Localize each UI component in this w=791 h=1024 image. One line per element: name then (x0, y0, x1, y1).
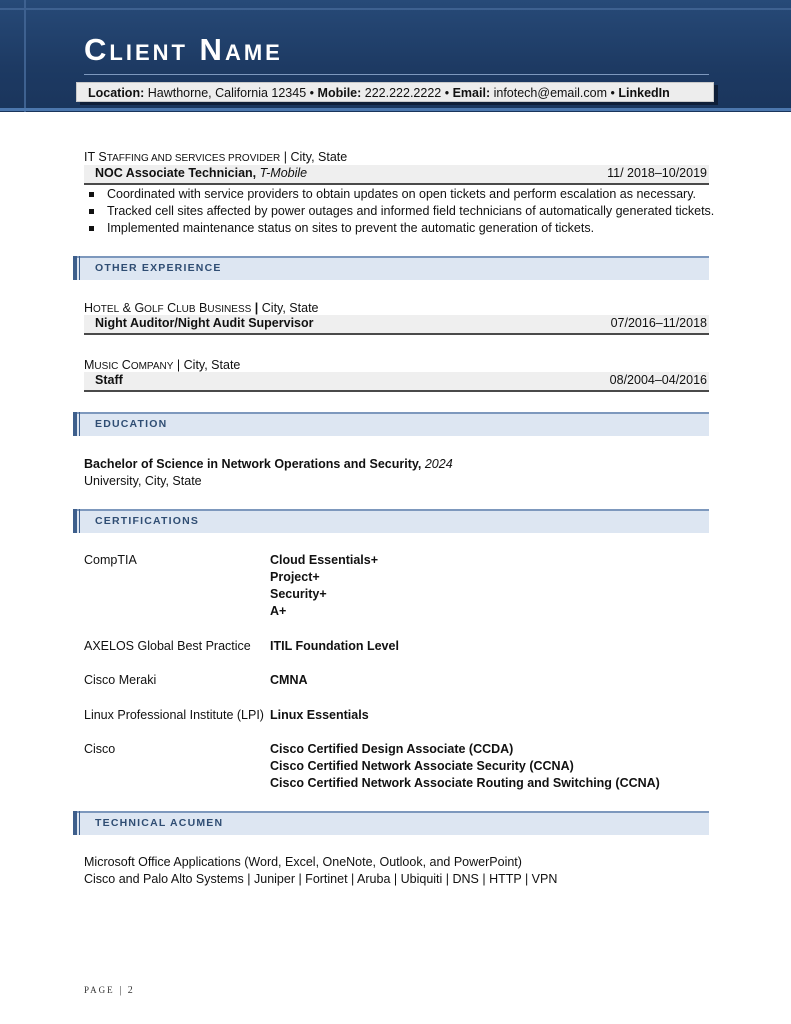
cert-issuer: Cisco (84, 742, 116, 756)
job2-title: Night Auditor/Night Audit Supervisor (95, 316, 314, 330)
job3-company-part: USIC (94, 361, 119, 372)
job3-dates: 08/2004–04/2016 (609, 373, 707, 387)
header-banner (0, 0, 791, 112)
separator: • (610, 86, 615, 100)
job3-location: City, State (183, 358, 241, 372)
job1-title-bar (84, 165, 709, 185)
section-certifications (73, 509, 709, 533)
job1-company-initial: IT S (84, 150, 107, 164)
job2-title-bar (84, 315, 709, 335)
job2-company-part: & G (119, 301, 145, 315)
mobile-value: 222.222.2222 (364, 86, 442, 100)
section-heading: CERTIFICATIONS (95, 515, 200, 527)
cert-name: A+ (270, 604, 287, 618)
cert-issuer: Cisco Meraki (84, 673, 157, 687)
education-degree: Bachelor of Science in Network Operations and Security, (84, 457, 422, 471)
cert-name: Project+ (270, 570, 320, 584)
job3-company-part: M (84, 358, 95, 372)
page-number: 2 (127, 985, 135, 996)
job1-employer: T-Mobile (259, 166, 308, 180)
separator: • (444, 86, 450, 100)
education-year: 2024 (424, 457, 453, 471)
name-underline (84, 74, 709, 75)
section-accent (79, 412, 80, 436)
cert-name: Cisco Certified Network Associate Security (CCNA) (270, 759, 574, 773)
technical-line: Microsoft Office Applications (Word, Excel, OneNote, Outlook, and PowerPoint) (84, 855, 522, 869)
job2-company-line: HOTEL & GOLF CLUB BUSINESS | City, State (84, 301, 319, 315)
section-accent (79, 509, 80, 533)
linkedin-link[interactable]: LinkedIn (618, 86, 670, 100)
job1-bullet: Tracked cell sites affected by power outages and informed field technicians of automatically generated tickets. (84, 203, 714, 220)
job2-company-part: B (195, 301, 208, 315)
section-accent (73, 509, 77, 533)
job2-company-part: LUB (176, 304, 196, 315)
job3-title-bar (84, 372, 709, 392)
section-accent (73, 412, 77, 436)
cert-name: Linux Essentials (270, 708, 369, 722)
section-accent (73, 811, 77, 835)
job2-company-part: OLF (144, 304, 164, 315)
section-technical-acumen (73, 811, 709, 835)
job1-title (95, 166, 307, 180)
header-rule-top (0, 8, 791, 10)
job1-bullet: Coordinated with service providers to obtain updates on open tickets and perform escalation as necessary. (84, 186, 714, 203)
job3-company-part: OMPANY (130, 361, 174, 372)
job2-company-part: OTEL (93, 304, 120, 315)
job3-title: Staff (95, 373, 123, 387)
section-heading: TECHNICAL ACUMEN (95, 817, 224, 829)
education-school: University, City, State (84, 474, 202, 488)
section-heading: OTHER EXPERIENCE (95, 262, 222, 274)
job1-bullet: Implemented maintenance status on sites to prevent the automatic generation of tickets. (84, 220, 714, 237)
job2-company-part: C (163, 301, 177, 315)
page-footer (84, 985, 135, 996)
cert-name: CMNA (270, 673, 308, 687)
job1-bullets (84, 186, 714, 237)
cert-name: Cloud Essentials+ (270, 553, 379, 567)
cert-issuer: CompTIA (84, 553, 137, 567)
section-heading: EDUCATION (95, 418, 168, 430)
section-accent (73, 256, 77, 280)
section-education (73, 412, 709, 436)
job1-title-text: NOC Associate Technician, (95, 166, 257, 180)
cert-issuer: Linux Professional Institute (LPI) (84, 708, 264, 722)
page-label: PAGE (84, 985, 115, 995)
section-accent (79, 811, 80, 835)
header-rule-vertical (24, 0, 26, 112)
location-label: Location: (88, 86, 145, 100)
job1-dates: 11/ 2018–10/2019 (607, 166, 707, 180)
email-value[interactable]: infotech@email.com (493, 86, 608, 100)
page-divider: | (119, 985, 124, 996)
cert-name: Cisco Certified Design Associate (CCDA) (270, 742, 514, 756)
job3-company-part: C (118, 358, 131, 372)
contact-bar (76, 82, 714, 102)
job2-company-part: USINESS (207, 304, 252, 315)
job1-company-rest: TAFFING AND SERVICES PROVIDER (106, 153, 281, 164)
separator: • (309, 86, 315, 100)
mobile-label: Mobile: (317, 86, 362, 100)
job3-company-line: MUSIC COMPANY | City, State (84, 358, 241, 372)
cert-issuer: AXELOS Global Best Practice (84, 639, 251, 653)
cert-name: Cisco Certified Network Associate Routing and Switching (CCNA) (270, 776, 660, 790)
section-other-experience (73, 256, 709, 280)
job1-location: | City, State (283, 150, 348, 164)
education-degree-line (84, 456, 453, 472)
job2-company-part: H (84, 301, 94, 315)
cert-name: ITIL Foundation Level (270, 639, 399, 653)
section-accent (79, 256, 80, 280)
client-name: Client Name (84, 32, 283, 67)
job2-dates: 07/2016–11/2018 (610, 316, 707, 330)
location-value: Hawthorne, California 12345 (147, 86, 307, 100)
job2-location: City, State (261, 301, 319, 315)
cert-name: Security+ (270, 587, 327, 601)
header-rule-bottom (0, 108, 791, 111)
technical-line: Cisco and Palo Alto Systems | Juniper | Fortinet | Aruba | Ubiquiti | DNS | HTTP | VPN (84, 872, 558, 886)
email-label: Email: (452, 86, 491, 100)
